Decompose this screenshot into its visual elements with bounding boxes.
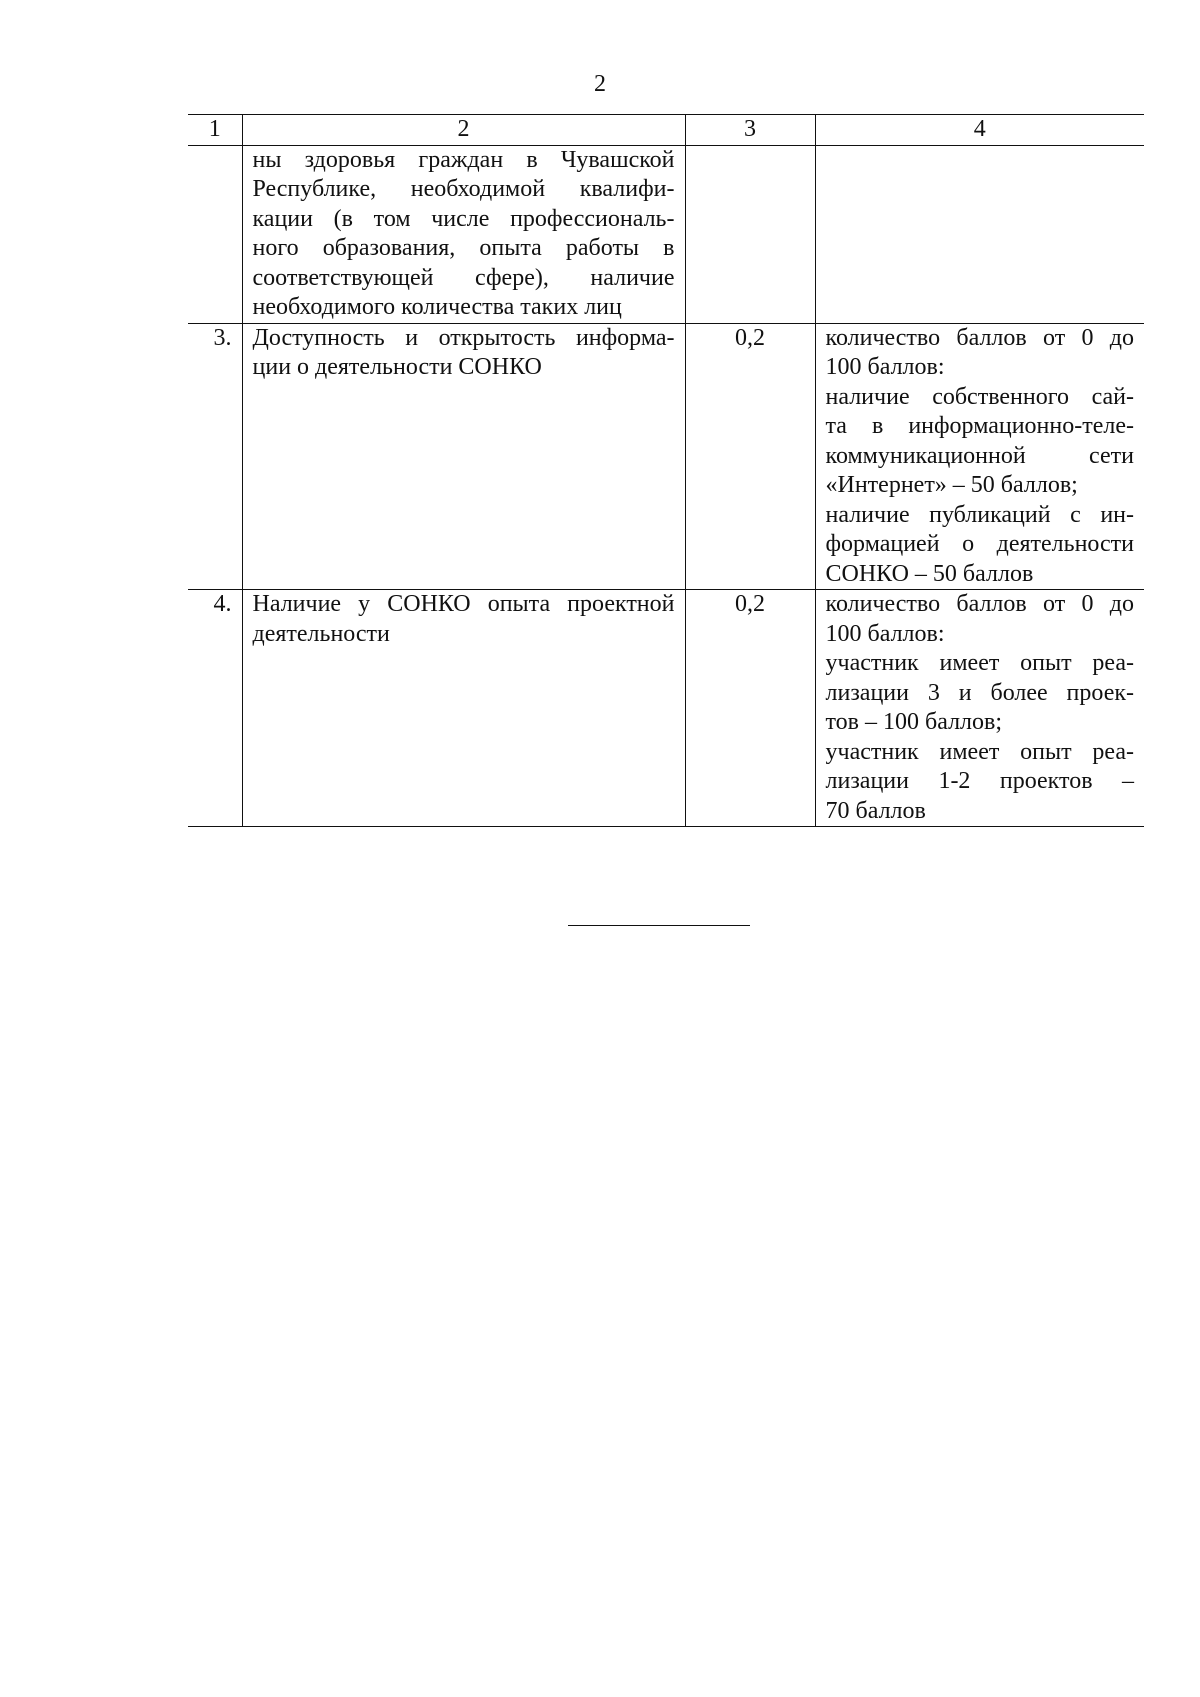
- table-row: [188, 145, 1144, 323]
- criterion-text-line: Доступность и открытость информа-: [252, 324, 675, 351]
- scoring-cell: [815, 145, 1144, 323]
- scoring-text-line: наличие публикаций с ин-: [825, 501, 1134, 528]
- table-header-row: [188, 115, 1144, 146]
- scoring-text-line: СОНКО – 50 баллов: [825, 560, 1034, 587]
- criterion-cell: [242, 590, 685, 827]
- scoring-cell: [815, 590, 1144, 827]
- column-header-criterion: 2: [242, 115, 685, 146]
- scoring-text-line: коммуникационной сети: [825, 442, 1134, 469]
- scoring-text-line: участник имеет опыт реа-: [825, 650, 1134, 676]
- column-header-weight: 3: [685, 115, 815, 146]
- weight-cell: 0,2: [685, 323, 815, 590]
- scoring-text-line: количество баллов от 0 до: [825, 324, 1134, 351]
- criterion-text-line: деятельности: [252, 620, 390, 647]
- column-header-scoring: 4: [815, 115, 1144, 146]
- scoring-text-line: количество баллов от 0 до: [825, 591, 1134, 617]
- scoring-text-line: «Интернет» – 50 баллов;: [825, 472, 1078, 498]
- end-of-document-rule: [568, 925, 750, 926]
- scoring-text-line: 70 баллов: [825, 797, 926, 824]
- weight-cell: 0,2: [685, 590, 815, 827]
- scoring-text-line: 100 баллов:: [825, 620, 945, 647]
- criterion-text-line: кации (в том числе профессиональ-: [252, 205, 675, 232]
- criterion-cell: [242, 145, 685, 323]
- scoring-text-line: лизации 1-2 проектов –: [825, 768, 1134, 794]
- criterion-text-line: ного образования, опыта работы в: [252, 235, 675, 261]
- scoring-text-line: та в информационно-теле-: [825, 413, 1134, 439]
- scoring-text-line: 100 баллов:: [825, 354, 945, 380]
- criteria-table: [188, 114, 1144, 827]
- column-header-number: 1: [188, 115, 242, 146]
- table-row: [188, 323, 1144, 590]
- row-number: 4.: [188, 590, 242, 827]
- criterion-text-line: Наличие у СОНКО опыта проектной: [252, 591, 675, 617]
- criterion-text-line: ции о деятельности СОНКО: [252, 354, 542, 380]
- scoring-cell: [815, 323, 1144, 590]
- table-body: [188, 145, 1144, 827]
- scoring-text-line: лизации 3 и более проек-: [825, 679, 1134, 706]
- scoring-text-line: тов – 100 баллов;: [825, 709, 1003, 735]
- scoring-text-line: участник имеет опыт реа-: [825, 738, 1134, 765]
- scoring-text-line: формацией о деятельности: [825, 531, 1134, 557]
- criterion-cell: [242, 323, 685, 590]
- weight-cell: [685, 145, 815, 323]
- criterion-text-line: необходимого количества таких лиц: [252, 294, 622, 320]
- criterion-text-line: Республике, необходимой квалифи-: [252, 176, 675, 202]
- table-row: [188, 590, 1144, 827]
- page-number: 2: [594, 71, 606, 97]
- criterion-text-line: соответствующей сфере), наличие: [252, 264, 675, 291]
- row-number: 3.: [188, 323, 242, 590]
- row-number: [188, 145, 242, 323]
- scoring-text-line: наличие собственного сай-: [825, 383, 1134, 410]
- criterion-text-line: ны здоровья граждан в Чувашской: [252, 146, 675, 173]
